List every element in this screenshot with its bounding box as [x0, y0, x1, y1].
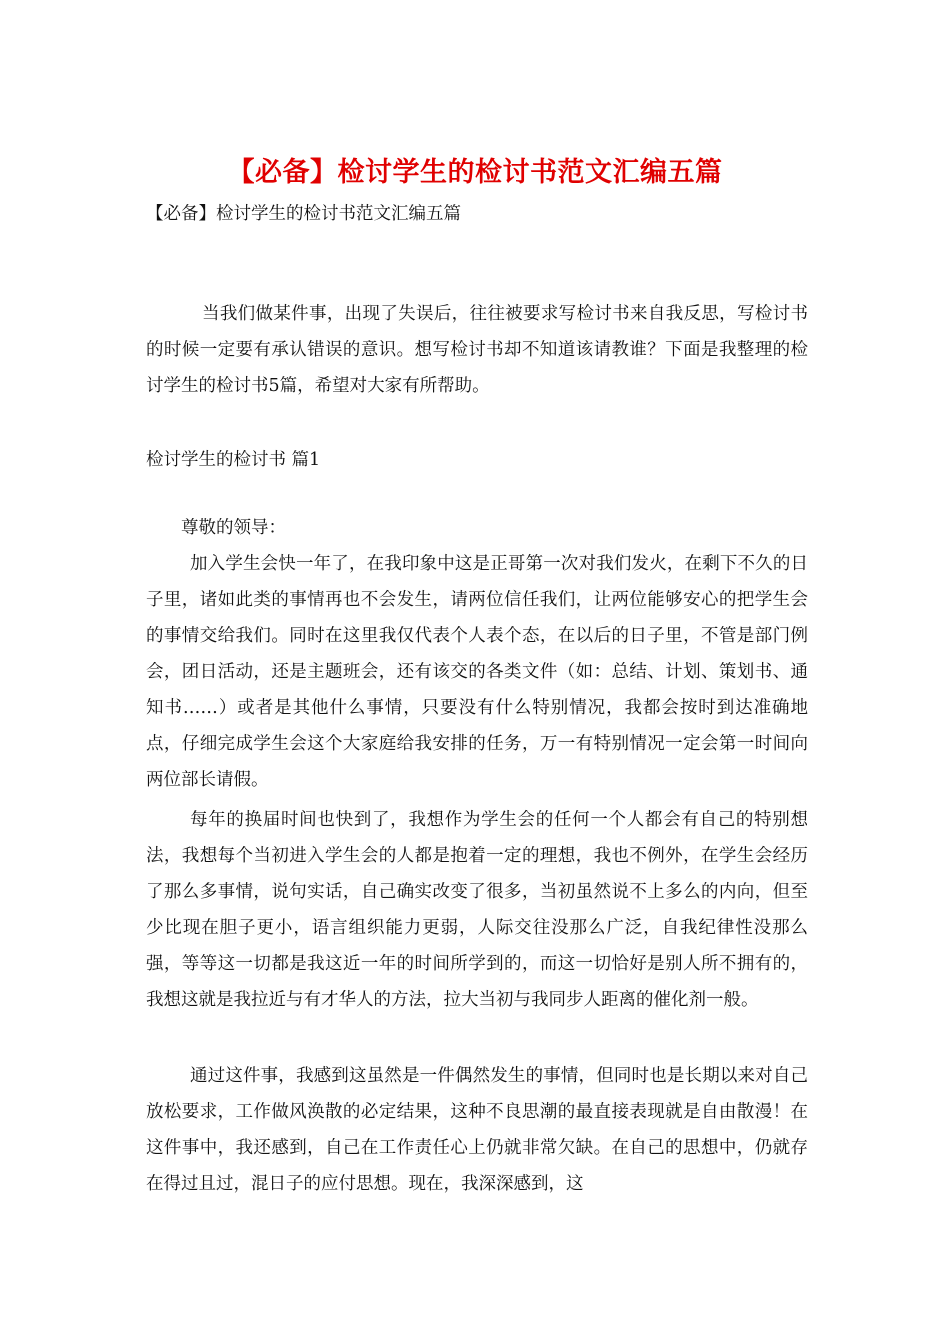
intro-paragraph: 当我们做某件事，出现了失误后，往往被要求写检讨书来自我反思，写检讨书的时候一定要有承认错误的意识。想写检讨书却不知道该请教谁？下面是我整理的检讨学生的检讨书5篇，希望对大家有所帮助。: [146, 304, 808, 396]
document-title: 【必备】检讨学生的检讨书范文汇编五篇: [227, 157, 723, 188]
section-heading: 检讨学生的检讨书 篇1: [146, 450, 321, 470]
body-paragraph-2: 每年的换届时间也快到了，我想作为学生会的任何一个人都会有自己的特别想法，我想每个当初进入学生会的人都是抱着一定的理想，我也不例外，在学生会经历了那么多事情，说句实话，自己确实改变了很多，当初虽然说不上多么的内向，但至少比现在胆子更小，语言组织能力更弱，人际交往没那么广泛，自我纪律性没那么强，等等这一切都是我这近一年的时间所学到的，而这一切恰好是别人所不拥有的，我想这就是我拉近与有才华人的方法，拉大当初与我同步人距离的催化剂一般。: [146, 810, 808, 1010]
body-paragraph-1: 加入学生会快一年了，在我印象中这是正哥第一次对我们发火，在剩下不久的日子里，诸如此类的事情再也不会发生，请两位信任我们，让两位能够安心的把学生会的事情交给我们。同时在这里我仅代表个人表个态，在以后的日子里，不管是部门例会，团日活动，还是主题班会，还有该交的各类文件（如：总结、计划、策划书、通知书……）或者是其他什么事情，只要没有什么特别情况，我都会按时到达准确地点，仔细完成学生会这个大家庭给我安排的任务，万一有特别情况一定会第一时间向两位部长请假。: [146, 554, 808, 790]
salutation: 尊敬的领导：: [181, 518, 286, 538]
body-paragraph-3: 通过这件事，我感到这虽然是一件偶然发生的事情，但同时也是长期以来对自己放松要求，工作做风涣散的必定结果，这种不良思潮的最直接表现就是自由散漫！在这件事中，我还感到，自己在工作责任心上仍就非常欠缺。在自己的思想中，仍就存在得过且过，混日子的应付思想。现在，我深深感到，这: [146, 1066, 808, 1194]
document-subtitle: 【必备】检讨学生的检讨书范文汇编五篇: [146, 204, 461, 224]
